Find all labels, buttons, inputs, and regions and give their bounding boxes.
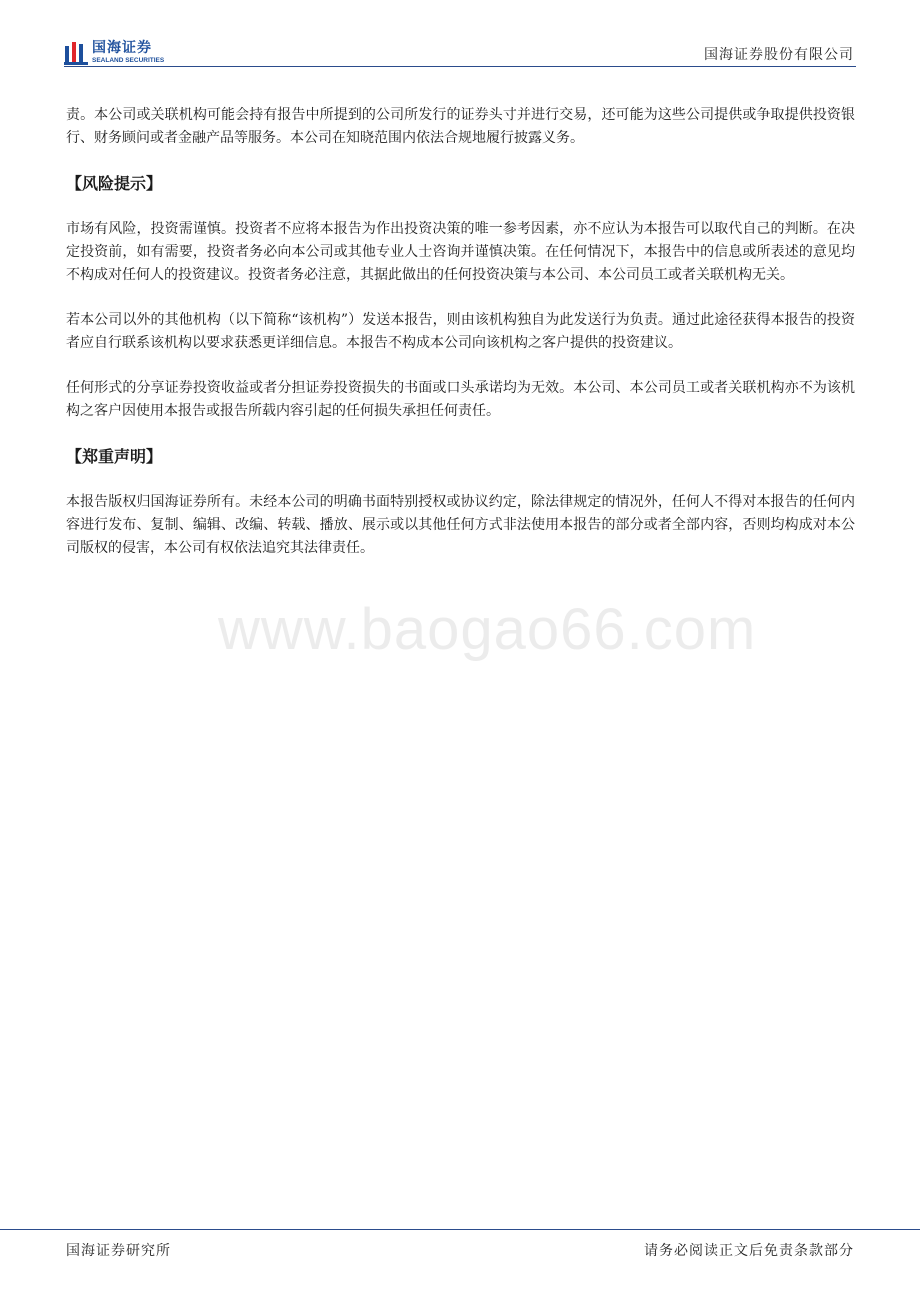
paragraph-intro: 责。本公司或关联机构可能会持有报告中所提到的公司所发行的证券头寸并进行交易，还可能为这些公司提供或争取提供投资银行、财务顾问或者金融产品等服务。本公司在知晓范围内依法合规地履行披露义务。 bbox=[66, 107, 855, 146]
heading-solemn-statement: 【郑重声明】 bbox=[66, 447, 163, 466]
heading-risk-warning: 【风险提示】 bbox=[66, 174, 163, 193]
header-divider bbox=[64, 66, 856, 67]
document-body bbox=[66, 104, 855, 582]
paragraph-risk-1: 市场有风险，投资需谨慎。投资者不应将本报告为作出投资决策的唯一参考因素，亦不应认为本报告可以取代自己的判断。在决定投资前，如有需要，投资者务必向本公司或其他专业人士咨询并谨慎决策。在任何情况下，本报告中的信息或所表述的意见均不构成对任何人的投资建议。投资者务必注意，其据此做出的任何投资决策与本公司、本公司员工或者关联机构无关。 bbox=[66, 221, 855, 283]
company-logo bbox=[64, 40, 174, 66]
logo-english-name: SEALAND SECURITIES bbox=[92, 57, 165, 64]
company-name: 国海证券股份有限公司 bbox=[704, 47, 854, 63]
footer-institute: 国海证券研究所 bbox=[66, 1243, 171, 1259]
footer-disclaimer-note: 请务必阅读正文后免责条款部分 bbox=[644, 1243, 854, 1259]
logo-chinese-name: 国海证券 bbox=[92, 40, 152, 56]
page-header bbox=[0, 0, 920, 70]
sealand-logo-icon bbox=[64, 40, 88, 66]
paragraph-risk-3: 任何形式的分享证券投资收益或者分担证券投资损失的书面或口头承诺均为无效。本公司、本公司员工或者关联机构亦不为该机构之客户因使用本报告或报告所载内容引起的任何损失承担任何责任。 bbox=[66, 380, 855, 419]
paragraph-copyright: 本报告版权归国海证券所有。未经本公司的明确书面特别授权或协议约定，除法律规定的情况外，任何人不得对本报告的任何内容进行发布、复制、编辑、改编、转载、播放、展示或以其他任何方式非法使用本报告的部分或者全部内容，否则均构成对本公司版权的侵害，本公司有权依法追究其法律责任。 bbox=[66, 494, 855, 556]
watermark: www.baogao66.com bbox=[218, 597, 757, 662]
footer-divider bbox=[0, 1229, 920, 1230]
paragraph-risk-2: 若本公司以外的其他机构（以下简称“该机构”）发送本报告，则由该机构独自为此发送行为负责。通过此途径获得本报告的投资者应自行联系该机构以要求获悉更详细信息。本报告不构成本公司向该机构之客户提供的投资建议。 bbox=[66, 312, 855, 351]
